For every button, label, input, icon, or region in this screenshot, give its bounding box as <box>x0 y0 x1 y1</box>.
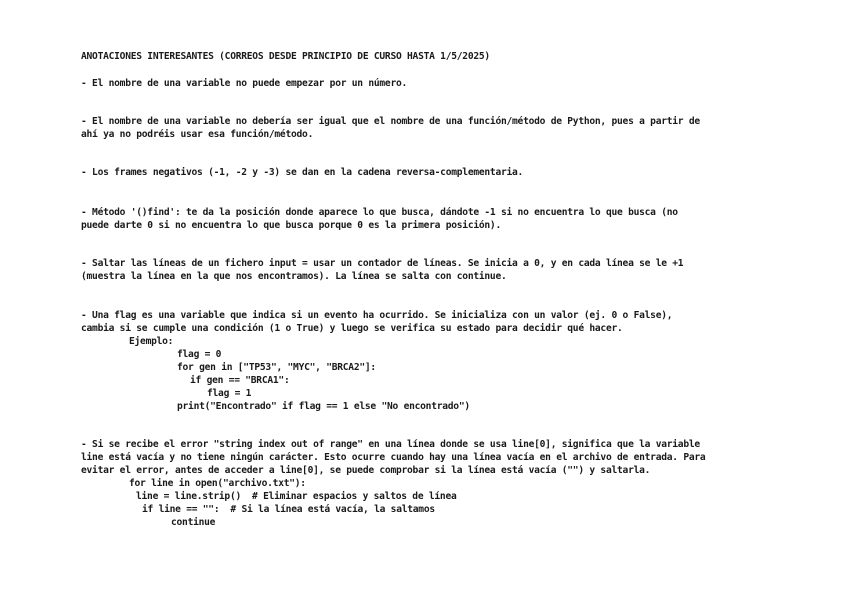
index-code-line-3: if line == "": # Si la línea está vacía, la saltamos <box>142 504 435 515</box>
document-title: ANOTACIONES INTERESANTES (CORREOS DESDE PRINCIPIO DE CURSO HASTA 1/5/2025) <box>81 51 490 62</box>
note-find-method-line-2: puede darte 0 si no encuentra lo que busca porque 0 es la primera posición). <box>81 220 501 231</box>
flag-example-label: Ejemplo: <box>129 336 174 347</box>
note-skip-lines-line-1: - Saltar las líneas de un fichero input = usar un contador de líneas. Se inicia a 0, y en cada línea se le +1 <box>81 258 684 269</box>
flag-code-line-2: for gen in ["TP53", "MYC", "BRCA2"]: <box>177 362 376 373</box>
note-find-method-line-1: - Método '()find': te da la posición donde aparece lo que busca, dándote -1 si no encuentra lo que busca (no <box>81 207 678 218</box>
note-negative-frames: - Los frames negativos (-1, -2 y -3) se dan en la cadena reversa-complementaria. <box>81 167 524 178</box>
index-code-line-2: line = line.strip() # Eliminar espacios y saltos de línea <box>136 491 457 502</box>
flag-code-line-5: print("Encontrado" if flag == 1 else "No encontrado") <box>177 401 470 412</box>
flag-code-line-3: if gen == "BRCA1": <box>190 375 290 386</box>
note-index-error-line-1: - Si se recibe el error "string index out of range" en una línea donde se usa line[0], significa que la variable <box>81 439 700 450</box>
note-variable-name-function-line-2: ahí ya no podréis usar esa función/método. <box>81 129 314 140</box>
note-variable-name-function-line-1: - El nombre de una variable no debería ser igual que el nombre de una función/método de Python, pues a partir de <box>81 116 700 127</box>
index-code-line-4: continue <box>171 517 216 528</box>
note-flag-line-1: - Una flag es una variable que indica si un evento ha ocurrido. Se inicializa con un valor (ej. 0 o False), <box>81 310 673 321</box>
flag-code-line-1: flag = 0 <box>177 349 222 360</box>
note-skip-lines-line-2: (muestra la línea en la que nos encontramos). La línea se salta con continue. <box>81 271 507 282</box>
note-index-error-line-3: evitar el error, antes de acceder a line[0], se puede comprobar si la línea está vacía ("") y saltarla. <box>81 465 651 476</box>
note-flag-line-2: cambia si se cumple una condición (1 o True) y luego se verifica su estado para decidir qué hacer. <box>81 323 623 334</box>
flag-code-line-4: flag = 1 <box>207 388 252 399</box>
note-variable-name-number: - El nombre de una variable no puede empezar por un número. <box>81 78 408 89</box>
index-code-line-1: for line in open("archivo.txt"): <box>129 478 306 489</box>
note-index-error-line-2: line está vacía y no tiene ningún carácter. Esto ocurre cuando hay una línea vacía en el archivo de entrada. Para <box>81 452 706 463</box>
